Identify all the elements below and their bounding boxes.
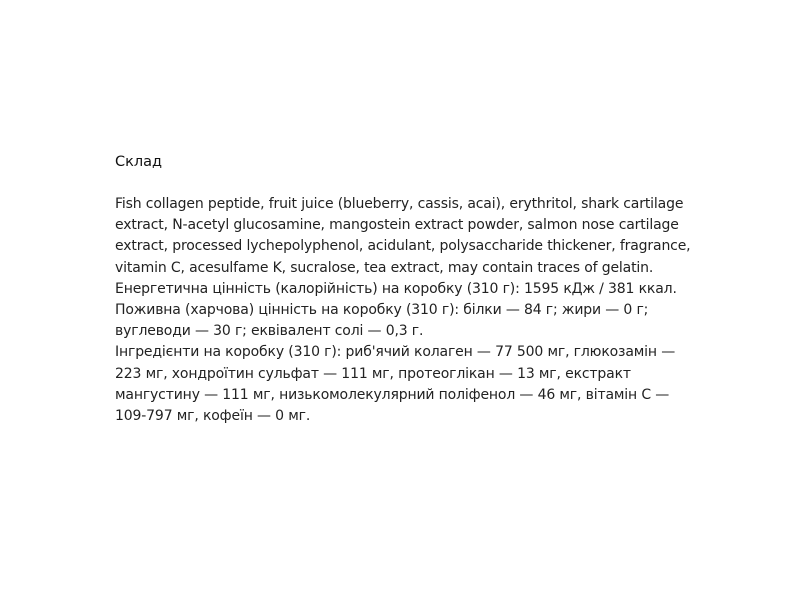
section-title: Склад xyxy=(115,154,163,170)
energy-value: Енергетична цінність (калорійність) на коробку (310 г): 1595 кДж / 381 ккал. xyxy=(115,280,677,297)
composition-section xyxy=(115,152,695,427)
ingredients-ukrainian: Інгредієнти на коробку (310 г): риб'ячий колаген — 77 500 мг, глюкозамін — 223 мг, хондроїтин сульфат — 111 мг, протеоглікан — 13 мг, екстракт мангустину — 111 мг, низькомолекулярний поліфенол — 46 мг, вітамін С — 109-797 мг, кофеїн — 0 мг. xyxy=(115,344,676,425)
nutrition-value: Поживна (харчова) цінність на коробку (310 г): білки — 84 г; жири — 0 г; вуглеводи — 30 г; еквівалент солі — 0,3 г. xyxy=(115,302,649,340)
composition-text xyxy=(115,194,695,427)
ingredients-english: Fish collagen peptide, fruit juice (blueberry, cassis, acai), erythritol, shark cartilage extract, N-acetyl glucosamine, mangostein extract powder, salmon nose cartilage extract, processed lychepolyphenol, acidulant, polysaccharide thickener, fragrance, vitamin C, acesulfame K, sucralose, tea extract, may contain traces of gelatin. xyxy=(115,196,691,276)
